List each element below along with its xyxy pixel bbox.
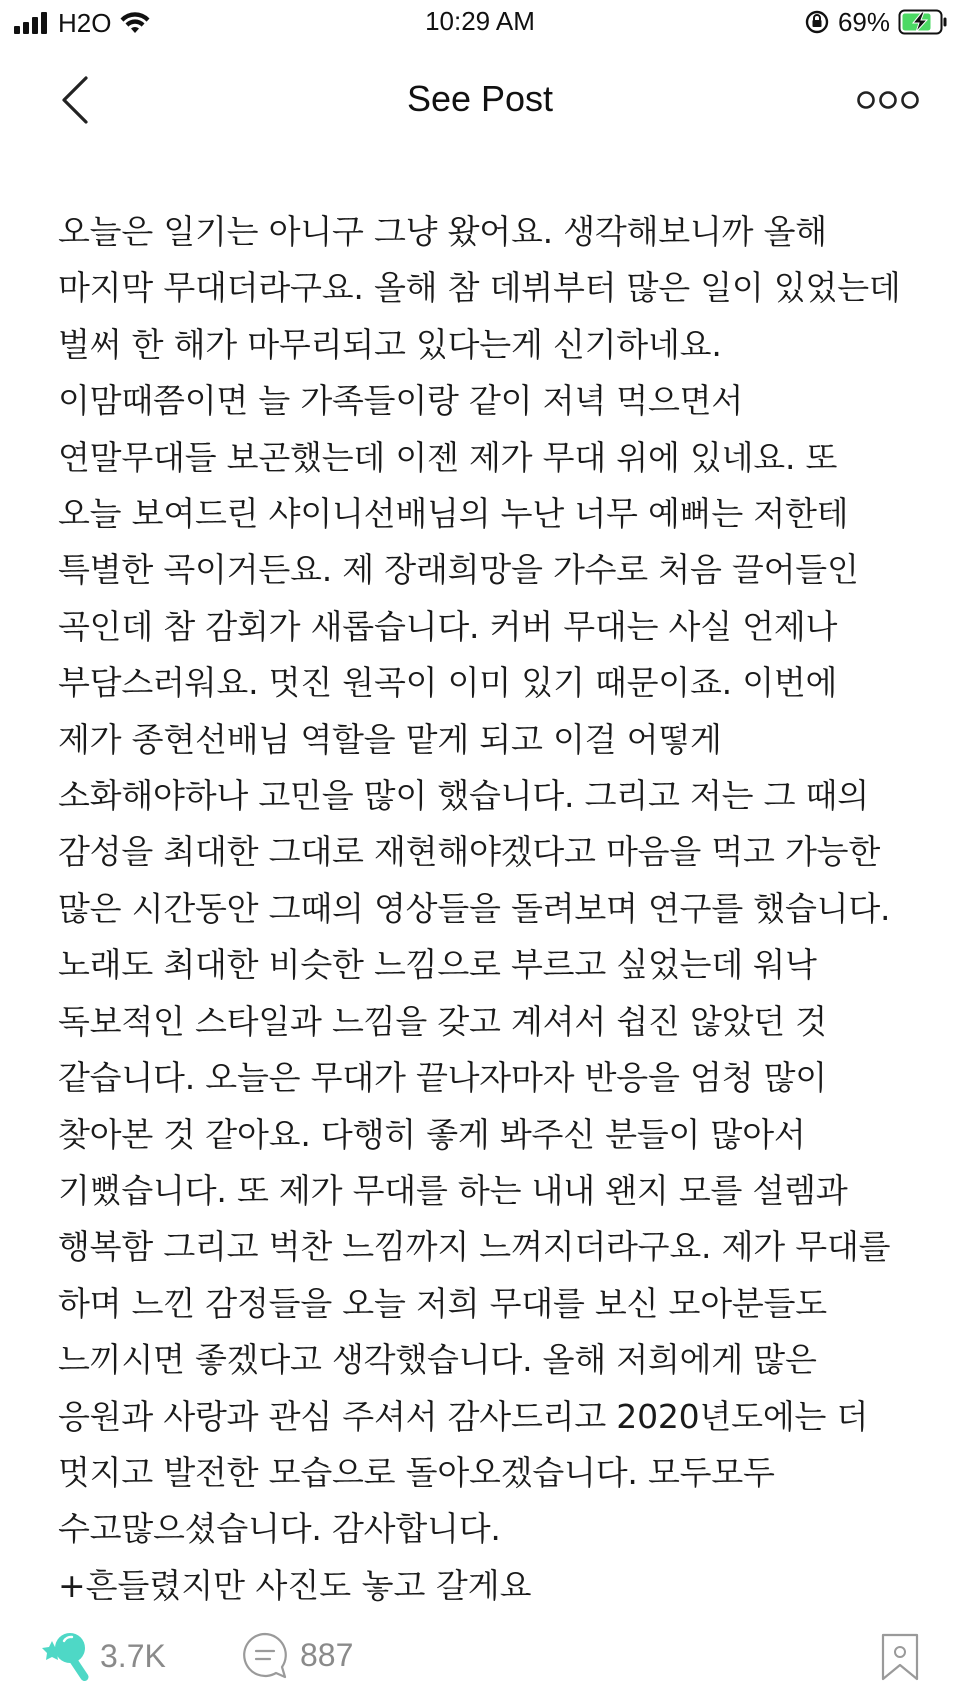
status-right <box>804 6 948 38</box>
status-time: 10:29 AM <box>425 6 535 36</box>
like-count: 3.7K <box>100 1637 166 1674</box>
comment-bubble-icon <box>240 1630 290 1680</box>
more-horizontal-icon <box>856 86 920 114</box>
page-title: See Post <box>406 78 554 119</box>
carrier-label: H2O <box>58 7 112 38</box>
battery-charging-icon <box>898 9 948 35</box>
like-button[interactable] <box>38 1628 166 1684</box>
post-body-text: 오늘은 일기는 아니구 그냥 왔어요. 생각해보니까 올해 마지막 무대더라구요. 올해 참 데뷔부터 많은 일이 있었는데 벌써 한 해가 마무리되고 있다는게 신기하네요. 이맘때쯤이면 늘 가족들이랑 같이 저녁 먹으면서 연말무대들 보곤했는데 이젠 제가 무대 위에 있네요. 또 오늘 보여드린 샤이니선배님의 누난 너무 예뻐는 저한테 특별한 곡이거든요. 제 장래희망을 가수로 처음 끌어들인 곡인데 참 감회가 새롭습니다. 커버 무대는 사실 언제나 부담스러워요. 멋진 원곡이 이미 있기 때문이죠. 이번에 제가 종현선배님 역할을 맡게 되고 이걸 어떻게 소화해야하나 고민을 많이 했습니다. 그리고 저는 그 때의 감성을 최대한 그대로 재현해야겠다고 마음을 먹고 가능한 많은 시간동안 그때의 영상들을 돌려보며 연구를 했습니다. 노래도 최대한 비슷한 느낌으로 부르고 싶었는데 워낙 독보적인 스타일과 느낌을 갖고 계셔서 쉽진 않았던 것 같습니다. 오늘은 무대가 끝나자마자 반응을 엄청 많이 찾아본 것 같아요. 다행히 좋게 봐주신 분들이 많아서 기뻤습니다. 또 제가 무대를 하는 내내 왠지 모를 설렘과 행복함 그리고 벅찬 느낌까지 느껴지더라구요. 제가 무대를 하며 느낀 감정들을 오늘 저희 무대를 보신 모아분들도 느끼시면 좋겠다고 생각했습니다. 올해 저희에게 많은 응원과 사랑과 관심 주셔서 감사드리고 2020년도에는 더 멋지고 발전한 모습으로 돌아오겠습니다. 모두모두 수고많으셨습니다. 감사합니다. <box>58 212 901 1549</box>
post-content <box>58 204 908 1614</box>
navigation-bar <box>0 60 960 140</box>
post-postscript: +흔들렸지만 사진도 놓고 갈게요 <box>58 1565 532 1605</box>
status-bar <box>0 0 960 46</box>
more-options-button[interactable] <box>856 86 920 114</box>
comment-count: 887 <box>300 1636 354 1673</box>
lightstick-icon <box>38 1628 96 1684</box>
post-action-bar <box>0 1620 960 1700</box>
battery-percentage: 69% <box>837 6 890 37</box>
orientation-lock-icon <box>804 9 830 35</box>
comment-button[interactable] <box>240 1630 353 1680</box>
bookmark-icon <box>880 1632 920 1682</box>
bookmark-button[interactable] <box>880 1632 920 1682</box>
